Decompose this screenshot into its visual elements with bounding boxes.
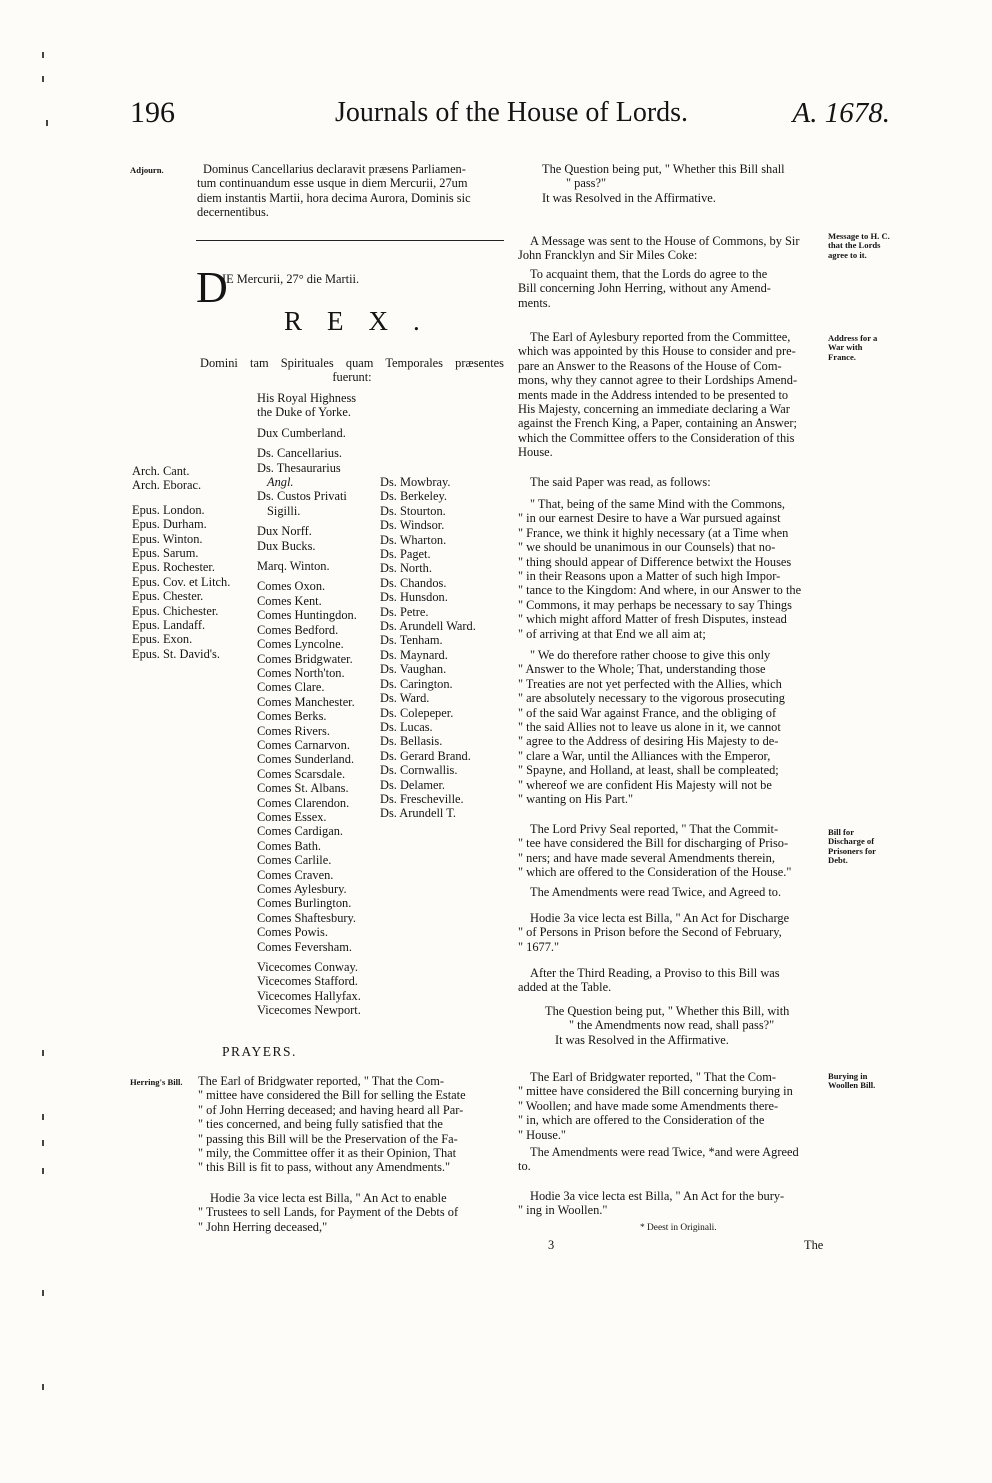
list-item: Ds. Colepeper. — [380, 705, 454, 720]
proviso-paragraph: After the Third Reading, a Proviso to this Bill was added at the Table. — [518, 966, 780, 995]
list-item: Ds. Maynard. — [380, 647, 448, 662]
peers-list — [257, 391, 382, 1018]
list-item: Ds. Berkeley. — [380, 489, 447, 504]
list-item: Comes St. Albans. — [257, 781, 349, 796]
list-item: Ds. Stourton. — [380, 503, 446, 518]
list-item: Comes North'ton. — [257, 665, 345, 680]
herring-report: The Earl of Bridgwater reported, " That the Com- " mittee have considered the Bill for selling the Estate " of John Herring deceased; and having heard all Par- " ties concerned, and being fully satisfied that the " passing this Bill will be the Preservation of the Fa- " mily, the Committee offer it as their Opinion, That " this Bill is fit to pass, without any Amendments." — [198, 1074, 466, 1175]
list-item: Ds. Mowbray. — [380, 475, 451, 489]
list-item: Epus. Winton. — [132, 531, 203, 546]
list-item: Ds. Cancellarius. — [257, 446, 342, 461]
list-item: Ds. Lucas. — [380, 719, 433, 734]
list-item: Ds. Delamer. — [380, 777, 446, 792]
list-item: Comes Powis. — [257, 925, 328, 940]
paper-paragraph-2: " We do therefore rather choose to give this only " Answer to the Whole; That, understanding those " Treaties are not yet perfected with the Allies, which " are absolutely necessary to the vigorous prosecuting " of the said War against France, and the obliging of " the said Allies not to leave us alone in it, we cannot " agree to the Address of desiring His Majesty to de- " clare a War, until the Alliances with the Emperor, " Spayne, and Holland, at least, shall be compleated; " whereof we are confident His Majesty will not be " wanting on His Part." — [518, 648, 785, 807]
list-item: Ds. Custos Privati — [257, 489, 347, 504]
rex-heading: REX. — [284, 306, 445, 336]
list-item: Ds. Ward. — [380, 691, 430, 706]
list-item: Comes Shaftesbury. — [257, 910, 356, 925]
paper-read-line: The said Paper was read, as follows: — [530, 475, 711, 489]
list-item: Epus. Cov. et Litch. — [132, 574, 231, 589]
list-item: Ds. Frescheville. — [380, 791, 464, 806]
list-item: Comes Rivers. — [257, 723, 330, 738]
list-item: Vicecomes Newport. — [257, 1003, 361, 1018]
list-item: Ds. Hunsdon. — [380, 590, 448, 605]
question-prison: The Question being put, " Whether this Bill, with " the Amendments now read, shall pass?" It was Resolved in the Affirmative. — [545, 1004, 790, 1047]
list-item: Comes Essex. — [257, 809, 327, 824]
list-item: Epus. St. David's. — [132, 646, 220, 661]
margin-note-prisoners: Bill for Discharge of Prisoners for Debt. — [828, 827, 876, 866]
list-item: Comes Oxon. — [257, 579, 326, 594]
page-number: 196 — [130, 96, 175, 129]
amendments-agreed: The Amendments were read Twice, and Agreed to. — [530, 885, 782, 899]
barons-list — [380, 475, 505, 821]
margin-note-address: Address for a War with France. — [828, 333, 878, 362]
paper-paragraph-1: " That, being of the same Mind with the Commons, " in our earnest Desire to have a War pursued against " France, we think it highly necessary (at a Time when " we should be unanimous in our Counsels) that no- " thing should appear of Difference betwixt the Houses " in their Reasons upon a Matter of such high Impor- " tance to the Kingdom: And where, in our Answer to the " Commons, it may perhaps be necessary to say Things " which might afford Matter of fresh Disputes, instead " of arriving at that End we all aim at; — [518, 497, 802, 641]
list-item: Vicecomes Hallyfax. — [257, 988, 361, 1003]
list-item: Ds. Arundell T. — [380, 806, 456, 821]
section-divider — [196, 240, 504, 241]
binding-margin-marks — [42, 40, 56, 1440]
journal-title: Journals of the House of Lords. — [335, 97, 689, 128]
list-item: His Royal Highness — [257, 391, 357, 405]
list-item: Epus. Chester. — [132, 589, 204, 604]
list-item: Comes Burlington. — [257, 896, 352, 911]
list-item: Comes Feversham. — [257, 939, 352, 954]
list-item: Comes Huntingdon. — [257, 608, 357, 623]
list-item: Ds. Chandos. — [380, 575, 447, 590]
margin-note-message: Message to H. C. that the Lords agree to it. — [828, 231, 890, 260]
date-text: IE Mercurii, 27° die Martii. — [222, 272, 360, 286]
list-item: Ds. Paget. — [380, 547, 431, 562]
woollen-third-reading: Hodie 3a vice lecta est Billa, " An Act for the bury- " ing in Woollen." — [518, 1189, 785, 1218]
list-item: Ds. Vaughan. — [380, 662, 447, 677]
list-item: Comes Bridgwater. — [257, 651, 353, 666]
prayers-heading: PRAYERS. — [222, 1044, 297, 1059]
list-item: Ds. Cornwallis. — [380, 763, 458, 778]
list-item: Comes Cardigan. — [257, 824, 344, 839]
list-item: Arch. Eborac. — [132, 478, 202, 493]
list-item: Comes Carnarvon. — [257, 737, 350, 752]
list-item: Ds. Arundell Ward. — [380, 619, 476, 634]
list-item: Epus. Landaff. — [132, 618, 206, 633]
list-item: Dux Bucks. — [257, 538, 316, 553]
list-item: Comes Bedford. — [257, 622, 339, 637]
list-item: Comes Berks. — [257, 709, 327, 724]
list-item: Vicecomes Conway. — [257, 960, 358, 975]
list-item: Comes Bath. — [257, 838, 322, 853]
list-item: Epus. Durham. — [132, 517, 207, 532]
list-item: Comes Sunderland. — [257, 752, 355, 767]
message-paragraph: A Message was sent to the House of Commons, by Sir John Francklyn and Sir Miles Coke: — [518, 234, 800, 263]
list-item: Arch. Cant. — [132, 464, 190, 478]
list-item: Sigilli. — [267, 503, 301, 518]
list-item: Epus. Exon. — [132, 632, 193, 647]
list-item: Comes Manchester. — [257, 694, 355, 709]
acquaint-paragraph: To acquaint them, that the Lords do agree to the Bill concerning John Herring, without any Amend- ments. — [518, 267, 771, 310]
prison-third-reading: Hodie 3a vice lecta est Billa, " An Act for Discharge " of Persons in Prison before the Second of February, " 1677." — [518, 911, 790, 954]
list-item: Ds. Tenham. — [380, 633, 443, 648]
herring-third-reading: Hodie 3a vice lecta est Billa, " An Act to enable " Trustees to sell Lands, for Payment of the Debts of " John Herring deceased," — [198, 1191, 459, 1234]
list-item: Dux Cumberland. — [257, 425, 346, 440]
list-item: Comes Craven. — [257, 867, 334, 882]
list-item: Epus. Rochester. — [132, 560, 215, 575]
woollen-amendments: The Amendments were read Twice, *and were Agreed to. — [518, 1145, 799, 1174]
privy-seal-report: The Lord Privy Seal reported, " That the Commit- " tee have considered the Bill for discharging of Priso- " ners; and have made several Amendments therein, " which are offered to the Consideration of the House." — [518, 822, 792, 880]
list-item: Comes Aylesbury. — [257, 882, 347, 896]
list-item: Epus. Chichester. — [132, 603, 219, 618]
aylesbury-report: The Earl of Aylesbury reported from the Committee, which was appointed by this House to consider and pre- pare an Answer to the Reasons of the House of Com- mons, why they cannot agree to their Lordships Amend- ments made in the Address intended to be presented to His Majesty, concerning an immediate declaring a War against the French King, a Paper, containing an Answer; which the Committee offers to the Consideration of this House. — [518, 330, 798, 460]
list-item: Comes Kent. — [257, 593, 322, 608]
list-item: Ds. Carington. — [380, 676, 453, 691]
running-header — [130, 96, 890, 138]
list-item: Epus. Sarum. — [132, 546, 199, 561]
list-item: Comes Scarsdale. — [257, 766, 346, 781]
question-herring: The Question being put, " Whether this Bill shall " pass?" It was Resolved in the Affirmative. — [542, 162, 785, 205]
list-item: Ds. Petre. — [380, 604, 429, 619]
list-item: Comes Carlile. — [257, 853, 332, 868]
present-lords-heading: Domini tam Spirituales quam Temporales præsentes fuerunt: — [200, 356, 504, 385]
drop-cap: D — [196, 263, 228, 312]
adjourn-paragraph: Dominus Cancellarius declaravit præsens Parliamen- tum continuandum esse usque in diem Mercurii, 27um diem instantis Martii, hora decima Aurora, Dominis sic decernentibus. — [197, 162, 471, 220]
catchword: The — [804, 1238, 824, 1252]
list-item: Ds. Bellasis. — [380, 734, 443, 749]
list-item: Comes Lyncolne. — [257, 637, 344, 652]
margin-note-adjourn: Adjourn. — [130, 165, 164, 175]
list-item: Epus. London. — [132, 502, 205, 517]
list-item: Comes Clarendon. — [257, 795, 350, 810]
margin-note-woollen: Burying in Woollen Bill. — [828, 1071, 876, 1091]
list-item: Angl. — [267, 475, 294, 490]
footnote: * Deest in Originali. — [640, 1223, 717, 1233]
list-item: Ds. Thesaurarius — [257, 460, 341, 475]
list-item: Ds. North. — [380, 561, 432, 576]
list-item: the Duke of Yorke. — [257, 405, 351, 420]
year-label: A. 1678. — [792, 97, 890, 129]
list-item: Ds. Wharton. — [380, 532, 447, 547]
list-item: Ds. Gerard Brand. — [380, 748, 471, 763]
list-item: Comes Clare. — [257, 680, 325, 695]
list-item: Vicecomes Stafford. — [257, 974, 358, 989]
signature-mark: 3 — [548, 1238, 555, 1252]
bishops-list — [132, 464, 257, 661]
margin-note-herring: Herring's Bill. — [130, 1077, 183, 1087]
list-item: Dux Norff. — [257, 524, 312, 539]
list-item: Ds. Windsor. — [380, 518, 445, 533]
list-item: Marq. Winton. — [257, 559, 330, 574]
woollen-report: The Earl of Bridgwater reported, " That the Com- " mittee have considered the Bill concerning burying in " Woollen; and have made some Amendments there- " in, which are offered to the Consideration of the " House." — [518, 1070, 793, 1142]
